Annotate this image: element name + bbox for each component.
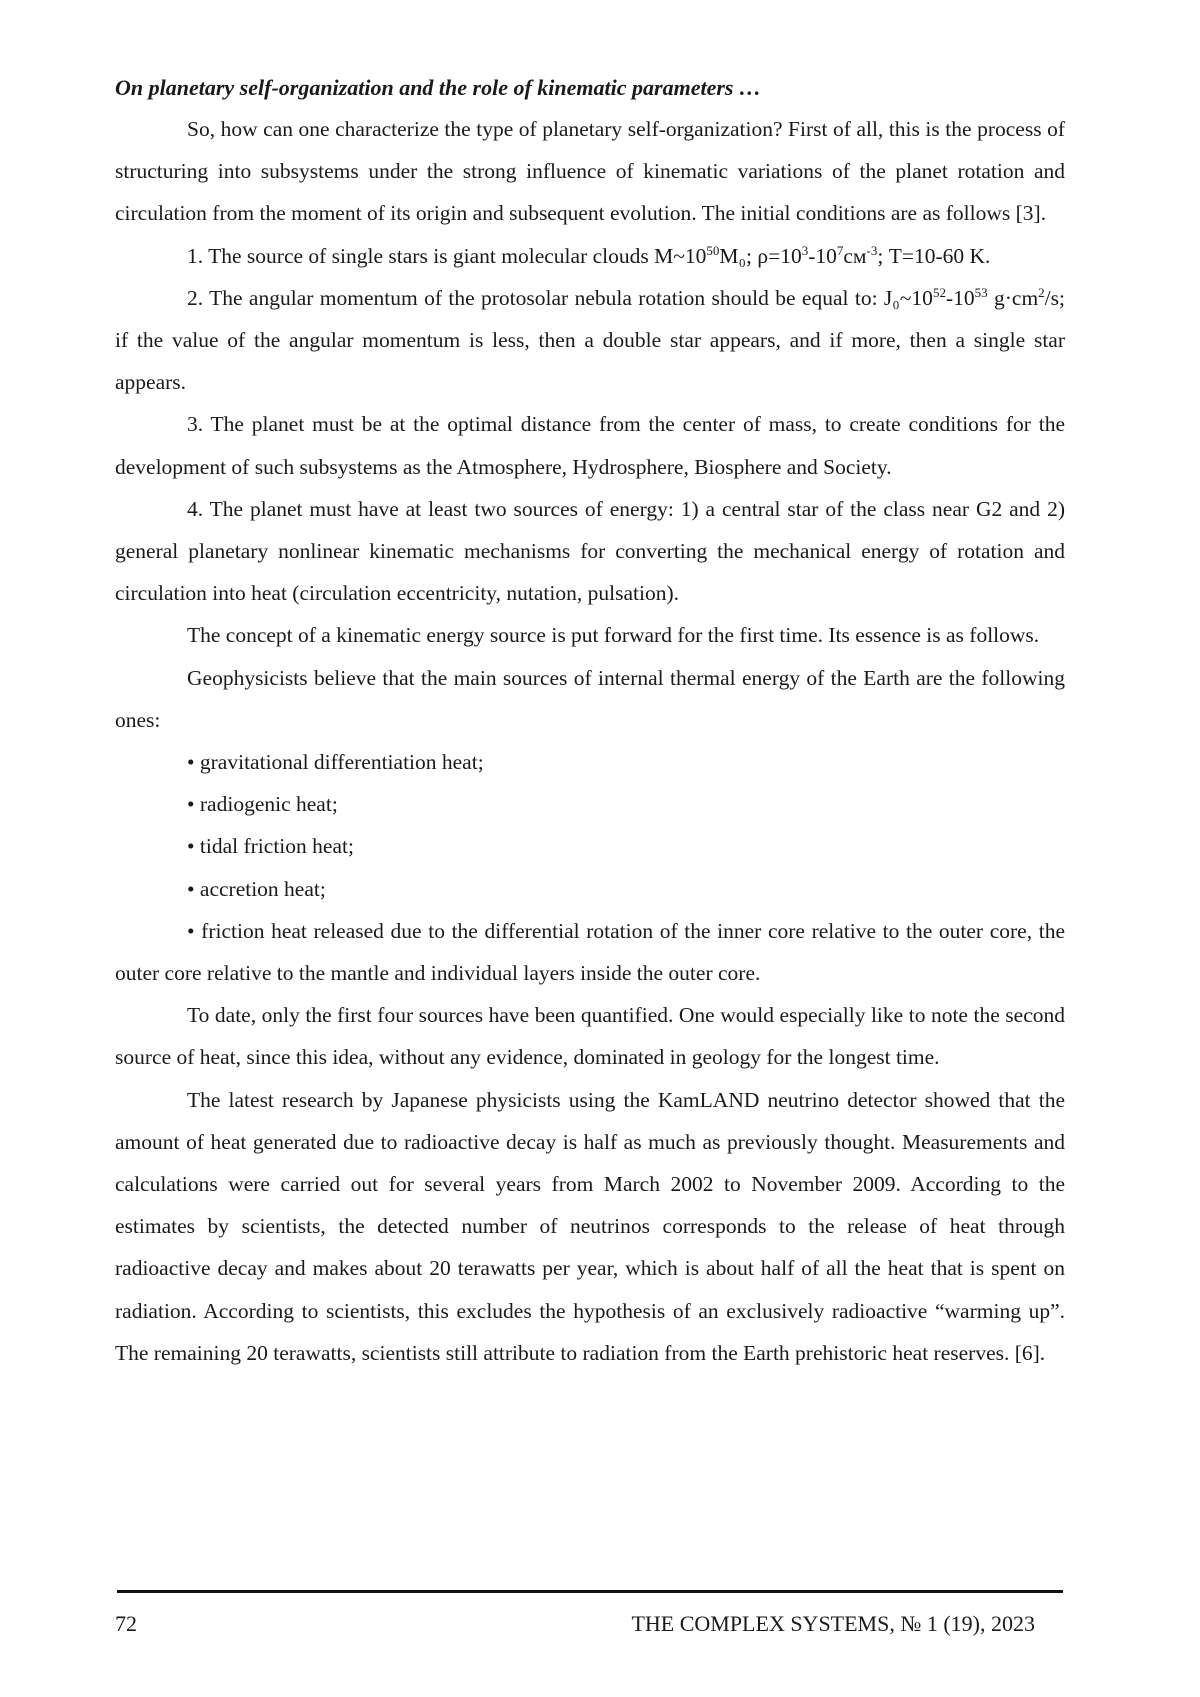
- footer-rule: [117, 1590, 1063, 1593]
- exponent: 7: [836, 242, 844, 258]
- list-item: • accretion heat;: [187, 876, 326, 901]
- text-segment: 1. The source of single stars is giant molecular clouds M~10: [187, 243, 707, 268]
- paragraph-geophysicists: Geophysicists believe that the main sources of internal thermal energy of the Earth are the following ones:: [115, 665, 1065, 732]
- text-segment: 2. The angular momentum of the protosolar nebula rotation should be equal to: J₀~10: [187, 285, 933, 310]
- text-segment: /s; if the value of the angular momentum is less, then a double star appears, and if more, then a single star appears.: [115, 285, 1065, 395]
- paragraph-condition-2: [115, 277, 1065, 404]
- list-item: • friction heat released due to the differential rotation of the inner core relative to the outer core, the outer core relative to the mantle and individual layers inside the outer core.: [115, 918, 1065, 986]
- exponent: -3: [866, 242, 878, 258]
- exponent: 2: [1038, 284, 1045, 300]
- list-item: • radiogenic heat;: [187, 792, 338, 817]
- text-segment: -10: [945, 285, 975, 310]
- text-segment: ; T=10-60 K.: [877, 243, 991, 268]
- paragraph-intro: So, how can one characterize the type of planetary self-organization? First of all, this is the process of structuring into subsystems under the strong influence of kinematic variations of the planet rotation and circulation from the moment of its origin and subsequent evolution. The initial conditions are as follows [3].: [115, 117, 1065, 226]
- page-number: 72: [115, 1611, 137, 1636]
- paragraph-kamland: The latest research by Japanese physicists using the KamLAND neutrino detector showed that the amount of heat generated due to radioactive decay is half as much as previously thought. Measurements and calculations were carried out for several years from March 2002 to November 2009. According to the estimates by scientists, the detected number of neutrinos corresponds to the release of heat through radioactive decay and makes about 20 terawatts per year, which is about half of all the heat that is spent on radiation. According to scientists, this excludes the hypothesis of an exclusively radioactive “warming up”. The remaining 20 terawatts, scientists still attribute to radiation from the Earth prehistoric heat reserves. [6].: [115, 1087, 1065, 1365]
- exponent: 53: [974, 284, 988, 300]
- exponent: 52: [932, 284, 946, 300]
- paragraph-quantified: To date, only the first four sources have been quantified. One would especially like to note the second source of heat, since this idea, without any evidence, dominated in geology for the longest time.: [115, 1003, 1065, 1070]
- text-segment: см: [843, 243, 867, 268]
- text-segment: M₀; ρ=10: [719, 243, 802, 268]
- page-body: [115, 68, 1065, 1374]
- text-segment: -10: [808, 243, 837, 268]
- paragraph-condition-4: 4. The planet must have at least two sources of energy: 1) a central star of the class near G2 and 2) general planetary nonlinear kinematic mechanisms for converting the mechanical energy of rotation and circulation into heat (circulation eccentricity, nutation, pulsation).: [115, 496, 1065, 606]
- paragraph-condition-3: 3. The planet must be at the optimal distance from the center of mass, to create conditions for the development of such subsystems as the Atmosphere, Hydrosphere, Biosphere and Society.: [115, 412, 1065, 479]
- running-title: On planetary self-organization and the role of kinematic parameters …: [115, 75, 761, 100]
- list-item: • tidal friction heat;: [187, 834, 354, 859]
- paragraph-kinematic-concept: The concept of a kinematic energy source is put forward for the first time. Its essence is as follows.: [187, 623, 1040, 648]
- exponent: 50: [706, 242, 720, 258]
- list-item: • gravitational differentiation heat;: [187, 750, 484, 775]
- paragraph-condition-1: [115, 235, 1065, 277]
- journal-citation: THE COMPLEX SYSTEMS, № 1 (19), 2023: [631, 1611, 1035, 1636]
- text-segment: g·cm: [987, 285, 1039, 310]
- exponent: 3: [801, 242, 809, 258]
